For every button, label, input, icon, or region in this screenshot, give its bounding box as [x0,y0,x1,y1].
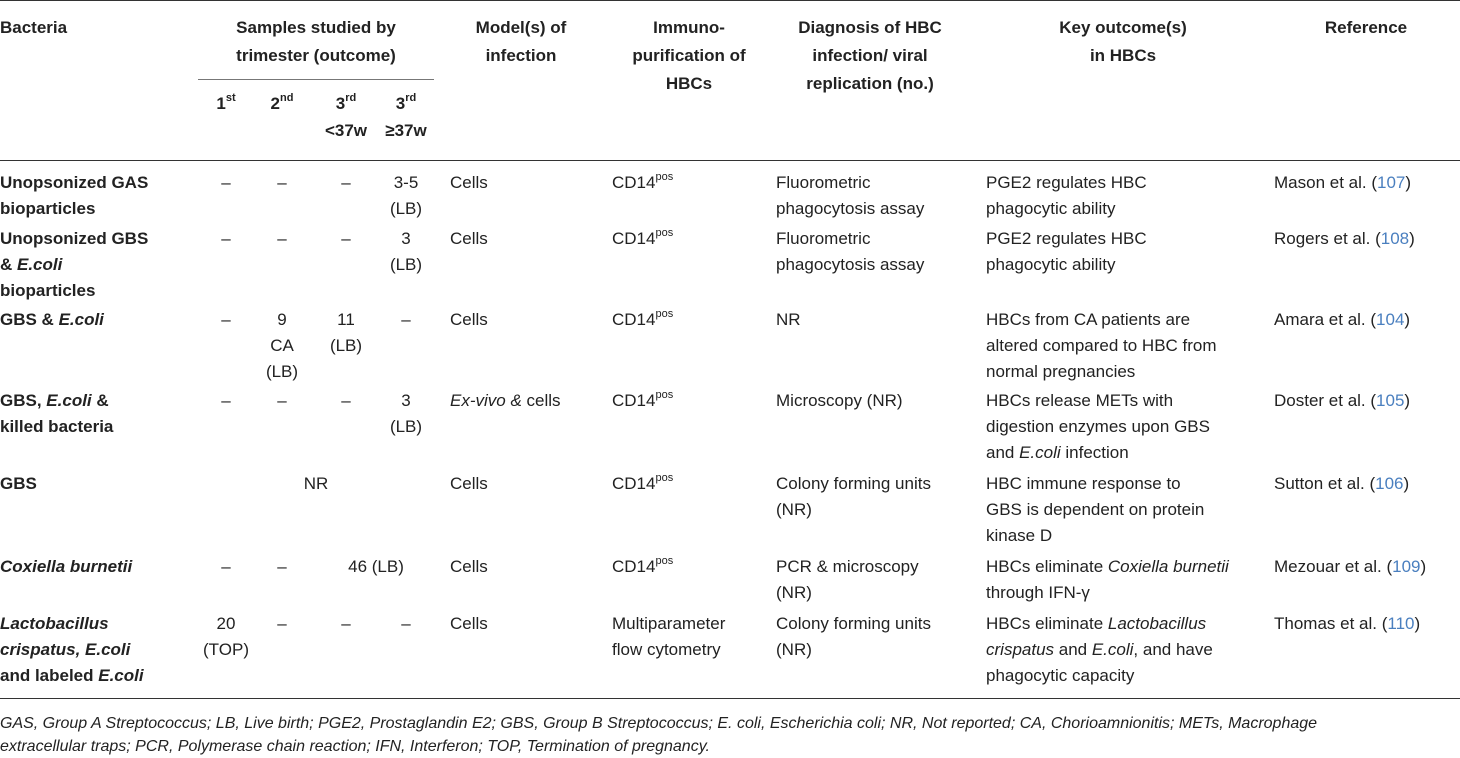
header-second-trimester [254,92,310,115]
row3-diag: NR [776,310,801,329]
row1-diag-line1: Fluorometric [776,173,871,192]
row7-immuno-line2: flow cytometry [612,640,721,659]
row4-reference [1274,389,1410,412]
row7-ref-link[interactable]: 110 [1387,614,1415,633]
row1-t3b-line1: 3-5 [393,173,419,192]
header-third-term-sub: ≥37w [385,121,427,140]
second-sup: nd [280,92,294,105]
row5-ref-close: ) [1403,474,1410,493]
row1-immuno [612,171,673,194]
row1-bacteria-line2: bioparticles [0,199,96,218]
row2-key-line1: PGE2 regulates HBC [986,229,1147,248]
row4-key-ecoli: E.coli [1019,443,1061,462]
row4-key-line2: digestion enzymes upon GBS [986,417,1210,436]
row6-ref-text: Mezouar et al. ( [1274,557,1393,576]
header-diag-line1: Diagnosis of HBC [798,18,942,37]
row2-t3b-line1: 3 [401,229,411,248]
row3-bacteria-ecoli: E.coli [58,310,104,329]
header-model-line1: Model(s) of [475,18,567,37]
row5-ref-link[interactable]: 106 [1375,474,1404,493]
header-bacteria: Bacteria [0,18,68,37]
row7-key-line1 [986,612,1206,635]
row6-key-line2: through IFN-γ [986,583,1090,602]
row2-ref-text: Rogers et al. ( [1274,229,1381,248]
row7-model: Cells [450,614,488,633]
row6-reference [1274,555,1426,578]
row3-immuno [612,308,673,331]
header-reference: Reference [1324,18,1408,37]
footnote-line2: extracellular traps; PCR, Polymerase chain reaction; IFN, Interferon; TOP, Termination of pregnancy. [0,738,710,755]
row5-model: Cells [450,474,488,493]
row7-bacteria-ecoli: E.coli [98,666,144,685]
row6-key-species: Coxiella burnetii [1107,557,1229,576]
row3-immuno-text: CD14 [612,310,656,329]
row2-immuno-sup: pos [655,227,674,240]
row7-key-crispatus: crispatus [986,640,1055,659]
header-samples-rule [198,79,434,80]
header-third-trimester-preterm [318,92,374,115]
row3-t1: – [221,310,231,329]
third-b-sup: rd [405,92,417,105]
row5-immuno-sup: pos [655,472,674,485]
row3-t2-line3: (LB) [265,362,299,381]
row1-t1: – [221,173,231,192]
row3-model: Cells [450,310,488,329]
row5-samples-span: NR [303,474,329,493]
row1-t3b-line2: (LB) [389,199,423,218]
row1-model: Cells [450,173,488,192]
row7-immuno-line1: Multiparameter [612,614,726,633]
header-diag-line3: replication (no.) [806,74,934,93]
row7-key-line3: phagocytic capacity [986,666,1135,685]
row6-ref-close: ) [1420,557,1427,576]
row3-ref-link[interactable]: 104 [1376,310,1405,329]
row4-bacteria-gbs: GBS, [0,391,47,410]
row3-t2-line2: CA [270,336,294,355]
row6-t3-span: 46 (LB) [348,557,404,576]
row4-bacteria-line1 [0,389,109,412]
row5-ref-text: Sutton et al. ( [1274,474,1376,493]
row2-immuno [612,227,673,250]
row2-t3b-line2: (LB) [389,255,423,274]
row2-bacteria-amp: & [0,255,17,274]
row2-reference [1274,227,1415,250]
row3-reference [1274,308,1410,331]
row2-t1: – [221,229,231,248]
row4-immuno-text: CD14 [612,391,656,410]
row5-diag-line2: (NR) [776,500,812,519]
row3-ref-close: ) [1404,310,1411,329]
first-label: 1 [216,94,226,113]
row6-key-line1 [986,555,1229,578]
header-immuno-line3: HBCs [665,74,713,93]
row2-model: Cells [450,229,488,248]
row4-model-exvivo: Ex-vivo & [450,391,522,410]
row4-t1: – [221,391,231,410]
table-footnote [0,712,1460,758]
row4-immuno [612,389,673,412]
row3-key-line2: altered compared to HBC from [986,336,1217,355]
row2-bacteria-line2 [0,253,62,276]
row2-bacteria-ecoli: E.coli [17,255,63,274]
row4-key-line1: HBCs release METs with [986,391,1174,410]
row6-immuno-sup: pos [655,555,674,568]
row7-ref-close: ) [1414,614,1421,633]
row7-t3b: – [401,614,411,633]
row3-t3a-line1: 11 [337,310,355,329]
row4-key-line3 [986,441,1129,464]
row7-bacteria-labeled: and labeled [0,666,99,685]
row6-bacteria: Coxiella burnetii [0,557,133,576]
row4-bacteria-ecoli: E.coli [46,391,92,410]
row2-key-line2: phagocytic ability [986,255,1116,274]
header-key-line1: Key outcome(s) [1059,18,1187,37]
header-bottom-rule [0,160,1460,161]
row2-t2: – [277,229,287,248]
row6-immuno-text: CD14 [612,557,656,576]
row6-diag-line1: PCR & microscopy [776,557,919,576]
row1-ref-close: ) [1405,173,1412,192]
row7-key-lacto: Lactobacillus [1107,614,1207,633]
row7-key-have: , and have [1133,640,1213,659]
row1-ref-text: Mason et al. ( [1274,173,1377,192]
row7-diag-line1: Colony forming units [776,614,931,633]
row4-t3b-line1: 3 [401,391,411,410]
row7-t1-line1: 20 [216,614,236,633]
header-samples-line1: Samples studied by [236,18,396,37]
row7-t3a: – [341,614,351,633]
table-bottom-rule [0,698,1460,699]
row4-key-and: and [986,443,1020,462]
row2-immuno-text: CD14 [612,229,656,248]
row2-ref-link[interactable]: 108 [1380,229,1410,248]
row5-immuno-text: CD14 [612,474,656,493]
row1-immuno-sup: pos [655,171,674,184]
row1-immuno-text: CD14 [612,173,656,192]
row1-diag-line2: phagocytosis assay [776,199,925,218]
header-immuno-line2: purification of [632,46,746,65]
row3-ref-text: Amara et al. ( [1274,310,1377,329]
top-rule [0,0,1460,1]
footnote-line1: GAS, Group A Streptococcus; LB, Live birth; PGE2, Prostaglandin E2; GBS, Group B Streptococcus; E. coli, Escherichia coli; NR, Not reported; CA, Chorioamnionitis; METs, Macrophage [0,715,1318,732]
row3-t2-line1: 9 [277,310,287,329]
row5-key-line1: HBC immune response to [986,474,1181,493]
header-key-line2: in HBCs [1089,46,1157,65]
row7-key-text: HBCs eliminate [986,614,1108,633]
row5-immuno [612,472,673,495]
row5-diag-line1: Colony forming units [776,474,931,493]
row6-immuno [612,555,673,578]
first-sup: st [225,92,236,105]
row7-ref-text: Thomas et al. ( [1274,614,1388,633]
row5-reference [1274,472,1409,495]
row4-bacteria-line2: killed bacteria [0,417,114,436]
row2-bacteria-line3: bioparticles [0,281,96,300]
row4-model-cells: cells [521,391,561,410]
row6-t1: – [221,557,231,576]
row2-t3a: – [341,229,351,248]
second-label: 2 [270,94,280,113]
third-a-label: 3 [335,94,346,113]
row2-diag-line1: Fluorometric [776,229,871,248]
header-model-line2: infection [485,46,557,65]
row1-key-line2: phagocytic ability [986,199,1116,218]
header-third-trimester-term [378,92,434,115]
row4-bacteria-amp: & [91,391,109,410]
row3-t3a-line2: (LB) [329,336,363,355]
row1-t2: – [277,173,287,192]
third-a-sup: rd [345,92,357,105]
header-diag-line2: infection/ viral [812,46,928,65]
row6-t2: – [277,557,287,576]
row5-key-line2: GBS is dependent on protein [986,500,1205,519]
row1-bacteria-line1: Unopsonized GAS [0,173,149,192]
row3-bacteria [0,308,104,331]
row6-diag-line2: (NR) [776,583,812,602]
row3-bacteria-gbs: GBS & [0,310,59,329]
row4-ref-close: ) [1404,391,1411,410]
row2-bacteria-line1: Unopsonized GBS [0,229,149,248]
row1-key-line1: PGE2 regulates HBC [986,173,1147,192]
row4-model [450,389,561,412]
row6-ref-link[interactable]: 109 [1392,557,1421,576]
header-third-preterm-sub: <37w [324,121,368,140]
header-samples-line2: trimester (outcome) [236,46,396,65]
row7-t2: – [277,614,287,633]
row4-ref-link[interactable]: 105 [1376,391,1405,410]
row6-key-text: HBCs eliminate [986,557,1108,576]
row4-immuno-sup: pos [655,389,674,402]
row1-reference [1274,171,1411,194]
third-b-label: 3 [395,94,406,113]
row2-ref-close: ) [1409,229,1415,248]
row4-t3b-line2: (LB) [389,417,423,436]
row1-t3a: – [341,173,351,192]
row7-reference [1274,612,1420,635]
header-immuno-line1: Immuno- [653,18,725,37]
row4-ref-text: Doster et al. ( [1274,391,1377,410]
row5-key-line3: kinase D [986,526,1053,545]
row7-bacteria-line1: Lactobacillus [0,614,109,633]
row3-t3b: – [401,310,411,329]
row3-key-line1: HBCs from CA patients are [986,310,1191,329]
row7-bacteria-line2: crispatus, E.coli [0,640,131,659]
row7-key-and: and [1054,640,1092,659]
row4-key-infection: infection [1060,443,1129,462]
row3-immuno-sup: pos [655,308,674,321]
row7-bacteria-line3 [0,664,144,687]
row7-key-ecoli: E.coli [1091,640,1134,659]
row7-key-line2 [986,638,1213,661]
row2-diag-line2: phagocytosis assay [776,255,925,274]
header-first-trimester [198,92,254,115]
row5-bacteria: GBS [0,474,37,493]
row3-key-line3: normal pregnancies [986,362,1136,381]
row1-ref-link[interactable]: 107 [1377,173,1406,192]
row6-model: Cells [450,557,488,576]
row4-diag: Microscopy (NR) [776,391,903,410]
row7-diag-line2: (NR) [776,640,812,659]
row4-t3a: – [341,391,351,410]
row7-t1-line2: (TOP) [203,640,249,659]
row4-t2: – [277,391,287,410]
